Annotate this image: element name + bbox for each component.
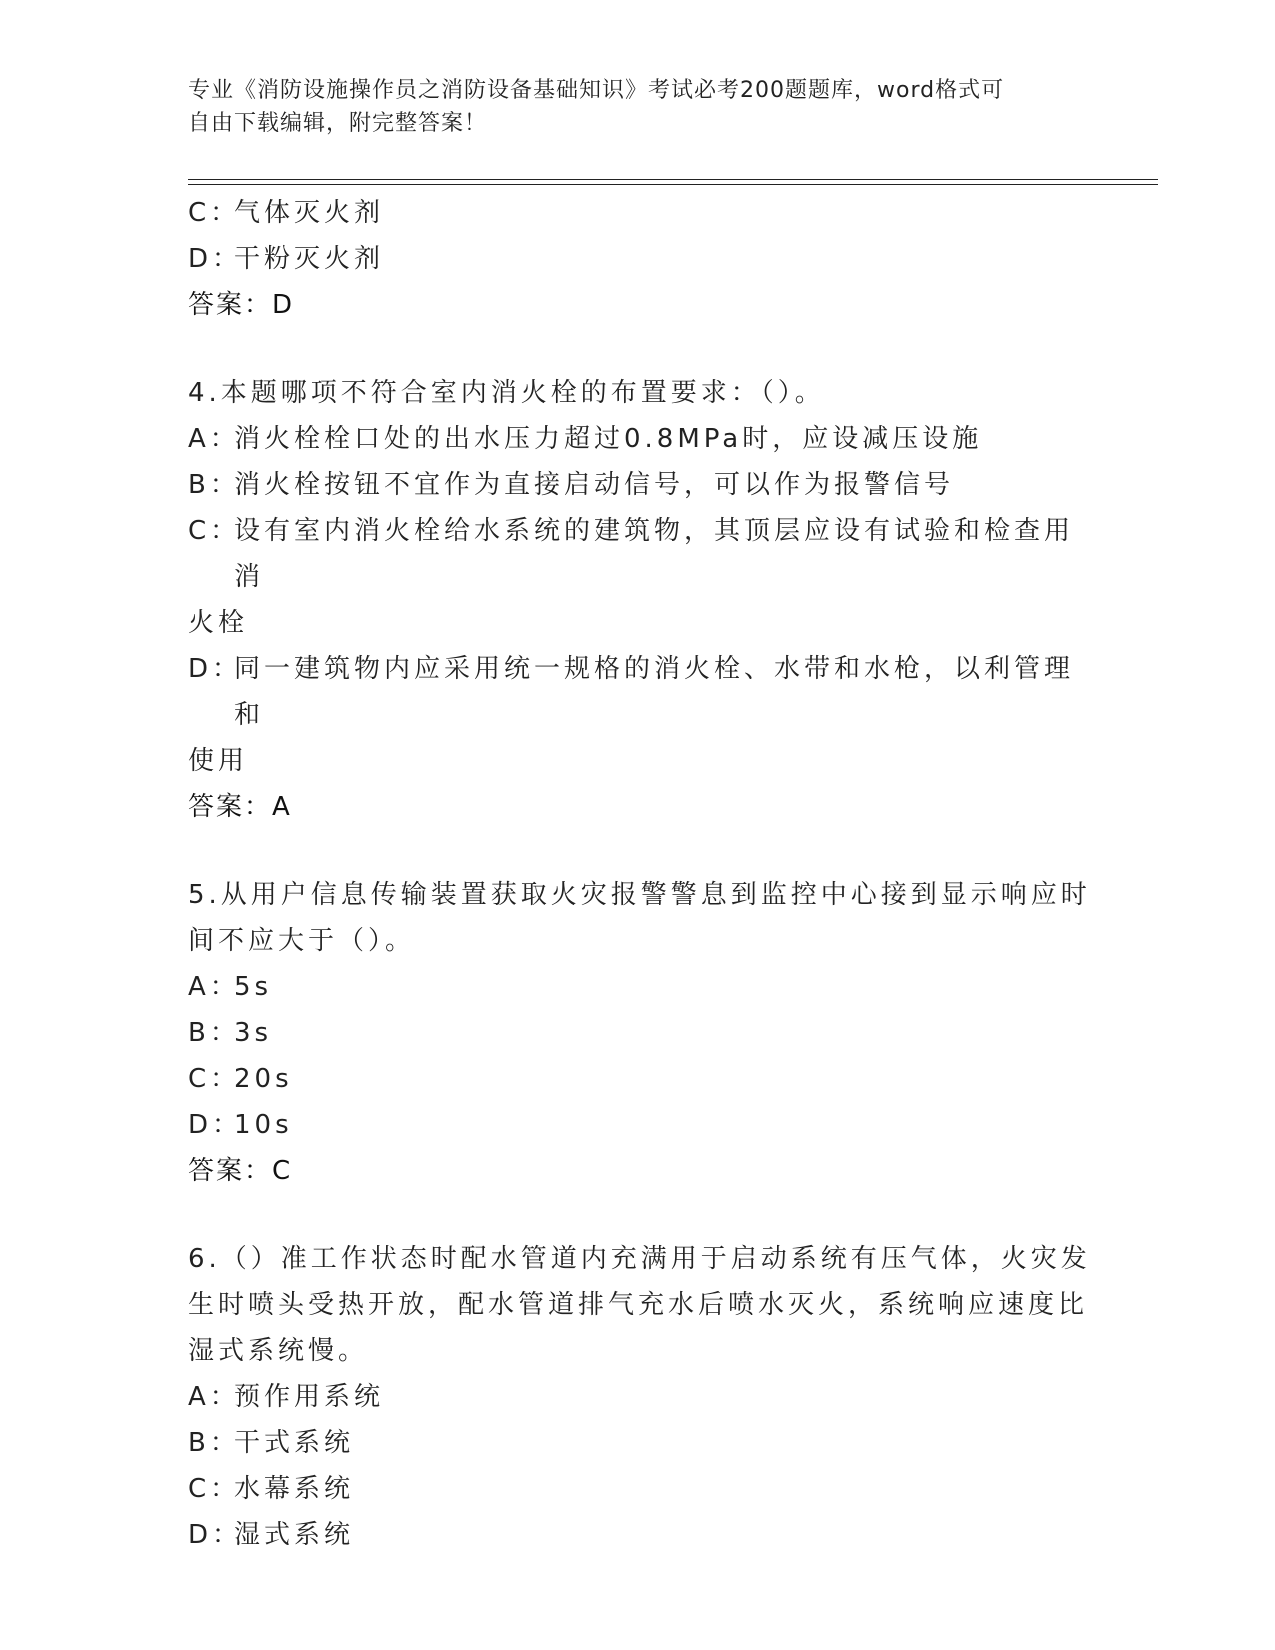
option-key: B： — [188, 1018, 240, 1048]
option-text: 5s — [234, 972, 273, 1002]
option-key: C： — [188, 516, 241, 546]
option-text: 消火栓栓口处的出水压力超过0.8MPa时，应设减压设施 — [234, 424, 983, 454]
option-key: C： — [188, 1474, 241, 1504]
option-key: B： — [188, 1428, 240, 1458]
option-d-continuation: 使用 — [188, 746, 249, 776]
option-b — [188, 1420, 1088, 1466]
option-text: 干粉灭火剂 — [234, 244, 385, 274]
question-stem-line-1: 5.从用户信息传输装置获取火灾报警警息到监控中心接到显示响应时 — [188, 880, 1091, 910]
page-header — [188, 74, 1068, 140]
option-text: 消火栓按钮不宜作为直接启动信号，可以作为报警信号 — [234, 470, 955, 500]
header-line-1: 专业《消防设施操作员之消防设备基础知识》考试必考200题题库，word格式可 — [188, 78, 1005, 103]
option-text: 湿式系统 — [234, 1520, 355, 1550]
question-stem-line-2: 间不应大于（）。 — [188, 926, 416, 956]
header-divider-bottom — [188, 184, 1158, 185]
option-key: B： — [188, 470, 240, 500]
option-text: 20s — [234, 1064, 293, 1094]
option-key: C： — [188, 1064, 241, 1094]
option-key: D： — [188, 1520, 243, 1550]
option-key: C： — [188, 198, 241, 228]
option-b — [188, 462, 1088, 508]
header-divider-top — [188, 179, 1158, 180]
prev-question-block — [188, 190, 1088, 328]
option-text: 水幕系统 — [234, 1474, 355, 1504]
question-stem: 4.本题哪项不符合室内消火栓的布置要求：（）。 — [188, 378, 825, 408]
option-text: 同一建筑物内应采用统一规格的消火栓、水带和水枪，以利管理和 — [234, 654, 1075, 730]
option-key: A： — [188, 424, 240, 454]
question-stem-line-3: 湿式系统慢。 — [188, 1336, 369, 1366]
option-text: 3s — [234, 1018, 273, 1048]
answer-line: 答案：D — [188, 290, 295, 320]
option-key: D： — [188, 654, 243, 684]
option-c — [188, 508, 1088, 600]
question-4-block — [188, 370, 1088, 830]
question-stem-line-1: 6.（）准工作状态时配水管道内充满用于启动系统有压气体，火灾发 — [188, 1244, 1091, 1274]
option-key: D： — [188, 1110, 243, 1140]
question-6-block — [188, 1236, 1091, 1558]
option-d — [188, 1512, 1088, 1558]
spacer — [188, 328, 1088, 370]
option-c-continuation: 火栓 — [188, 608, 249, 638]
option-text: 预作用系统 — [234, 1382, 385, 1412]
option-text: 气体灭火剂 — [234, 198, 385, 228]
option-d — [188, 1102, 1088, 1148]
question-stem-line-2: 生时喷头受热开放，配水管道排气充水后喷水灭火，系统响应速度比 — [188, 1290, 1089, 1320]
option-key: A： — [188, 1382, 240, 1412]
option-b — [188, 1010, 1088, 1056]
option-text: 干式系统 — [234, 1428, 355, 1458]
option-c — [188, 1466, 1088, 1512]
spacer — [188, 1194, 1088, 1236]
option-a — [188, 964, 1088, 1010]
option-d — [188, 236, 1088, 282]
question-5-block — [188, 872, 1091, 1194]
answer-line: 答案：A — [188, 792, 292, 822]
option-key: D： — [188, 244, 243, 274]
answer-line: 答案：C — [188, 1156, 293, 1186]
option-a — [188, 416, 1088, 462]
spacer — [188, 830, 1088, 872]
option-text: 设有室内消火栓给水系统的建筑物，其顶层应设有试验和检查用消 — [234, 516, 1075, 592]
option-c — [188, 1056, 1088, 1102]
option-c — [188, 190, 1088, 236]
question-content — [188, 190, 1091, 1558]
option-key: A： — [188, 972, 240, 1002]
header-line-2: 自由下载编辑，附完整答案！ — [188, 111, 488, 136]
option-a — [188, 1374, 1088, 1420]
option-text: 10s — [234, 1110, 293, 1140]
option-d — [188, 646, 1088, 738]
